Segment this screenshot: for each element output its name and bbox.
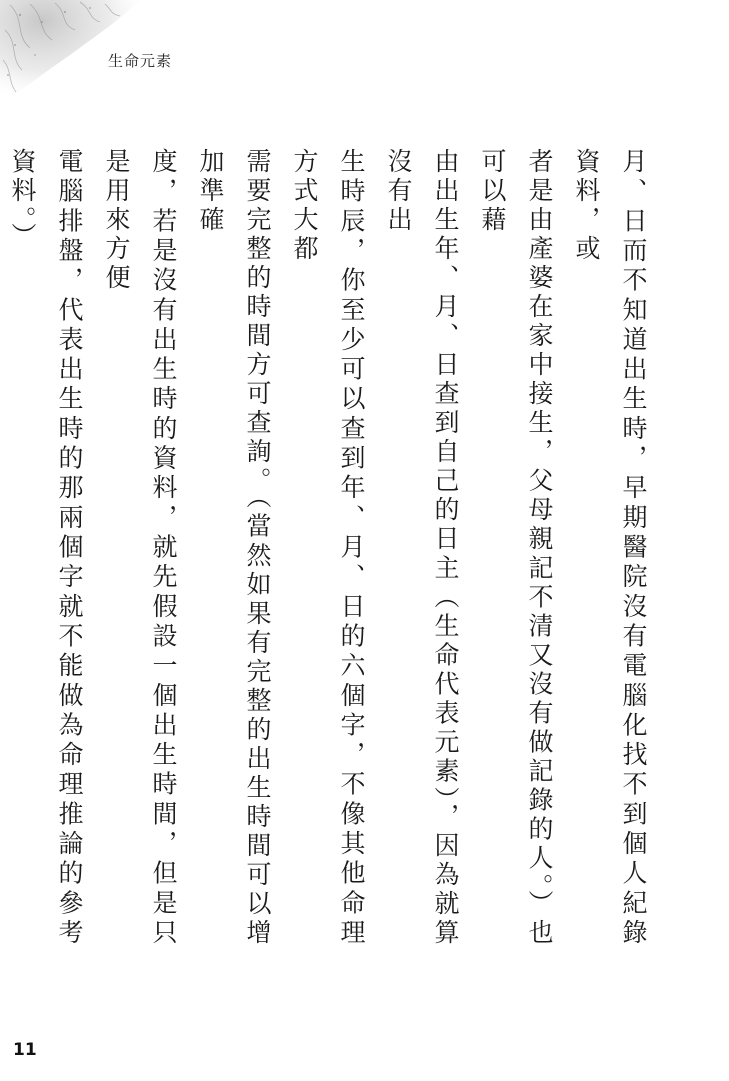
page-number: 11 xyxy=(13,1040,37,1060)
running-header-title: 生命元素 xyxy=(108,52,173,70)
body-paragraph: 月、日而不知道出生時，早期醫院沒有電腦化找不到個人紀錄資料，或 者是由產婆在家中接生，父母親記不清又沒有做記錄的人。）也可以藉 由出生年、月、日查到自己的日主（生命代表元素），因為就算沒有出 生時辰，你至少可以查到年、月、日的六個字，不像其他命理方式大都 需要完整的時間方可查詢。（當然如果有完整的出生時間可以增加準確 度，若是沒有出生時的資料，就先假設一個出生時間，但是只是用來方便 電腦排盤，代表出生時的那兩個字就不能做為命理推論的參考資料。） xyxy=(8,148,648,948)
body-text xyxy=(0,148,657,948)
